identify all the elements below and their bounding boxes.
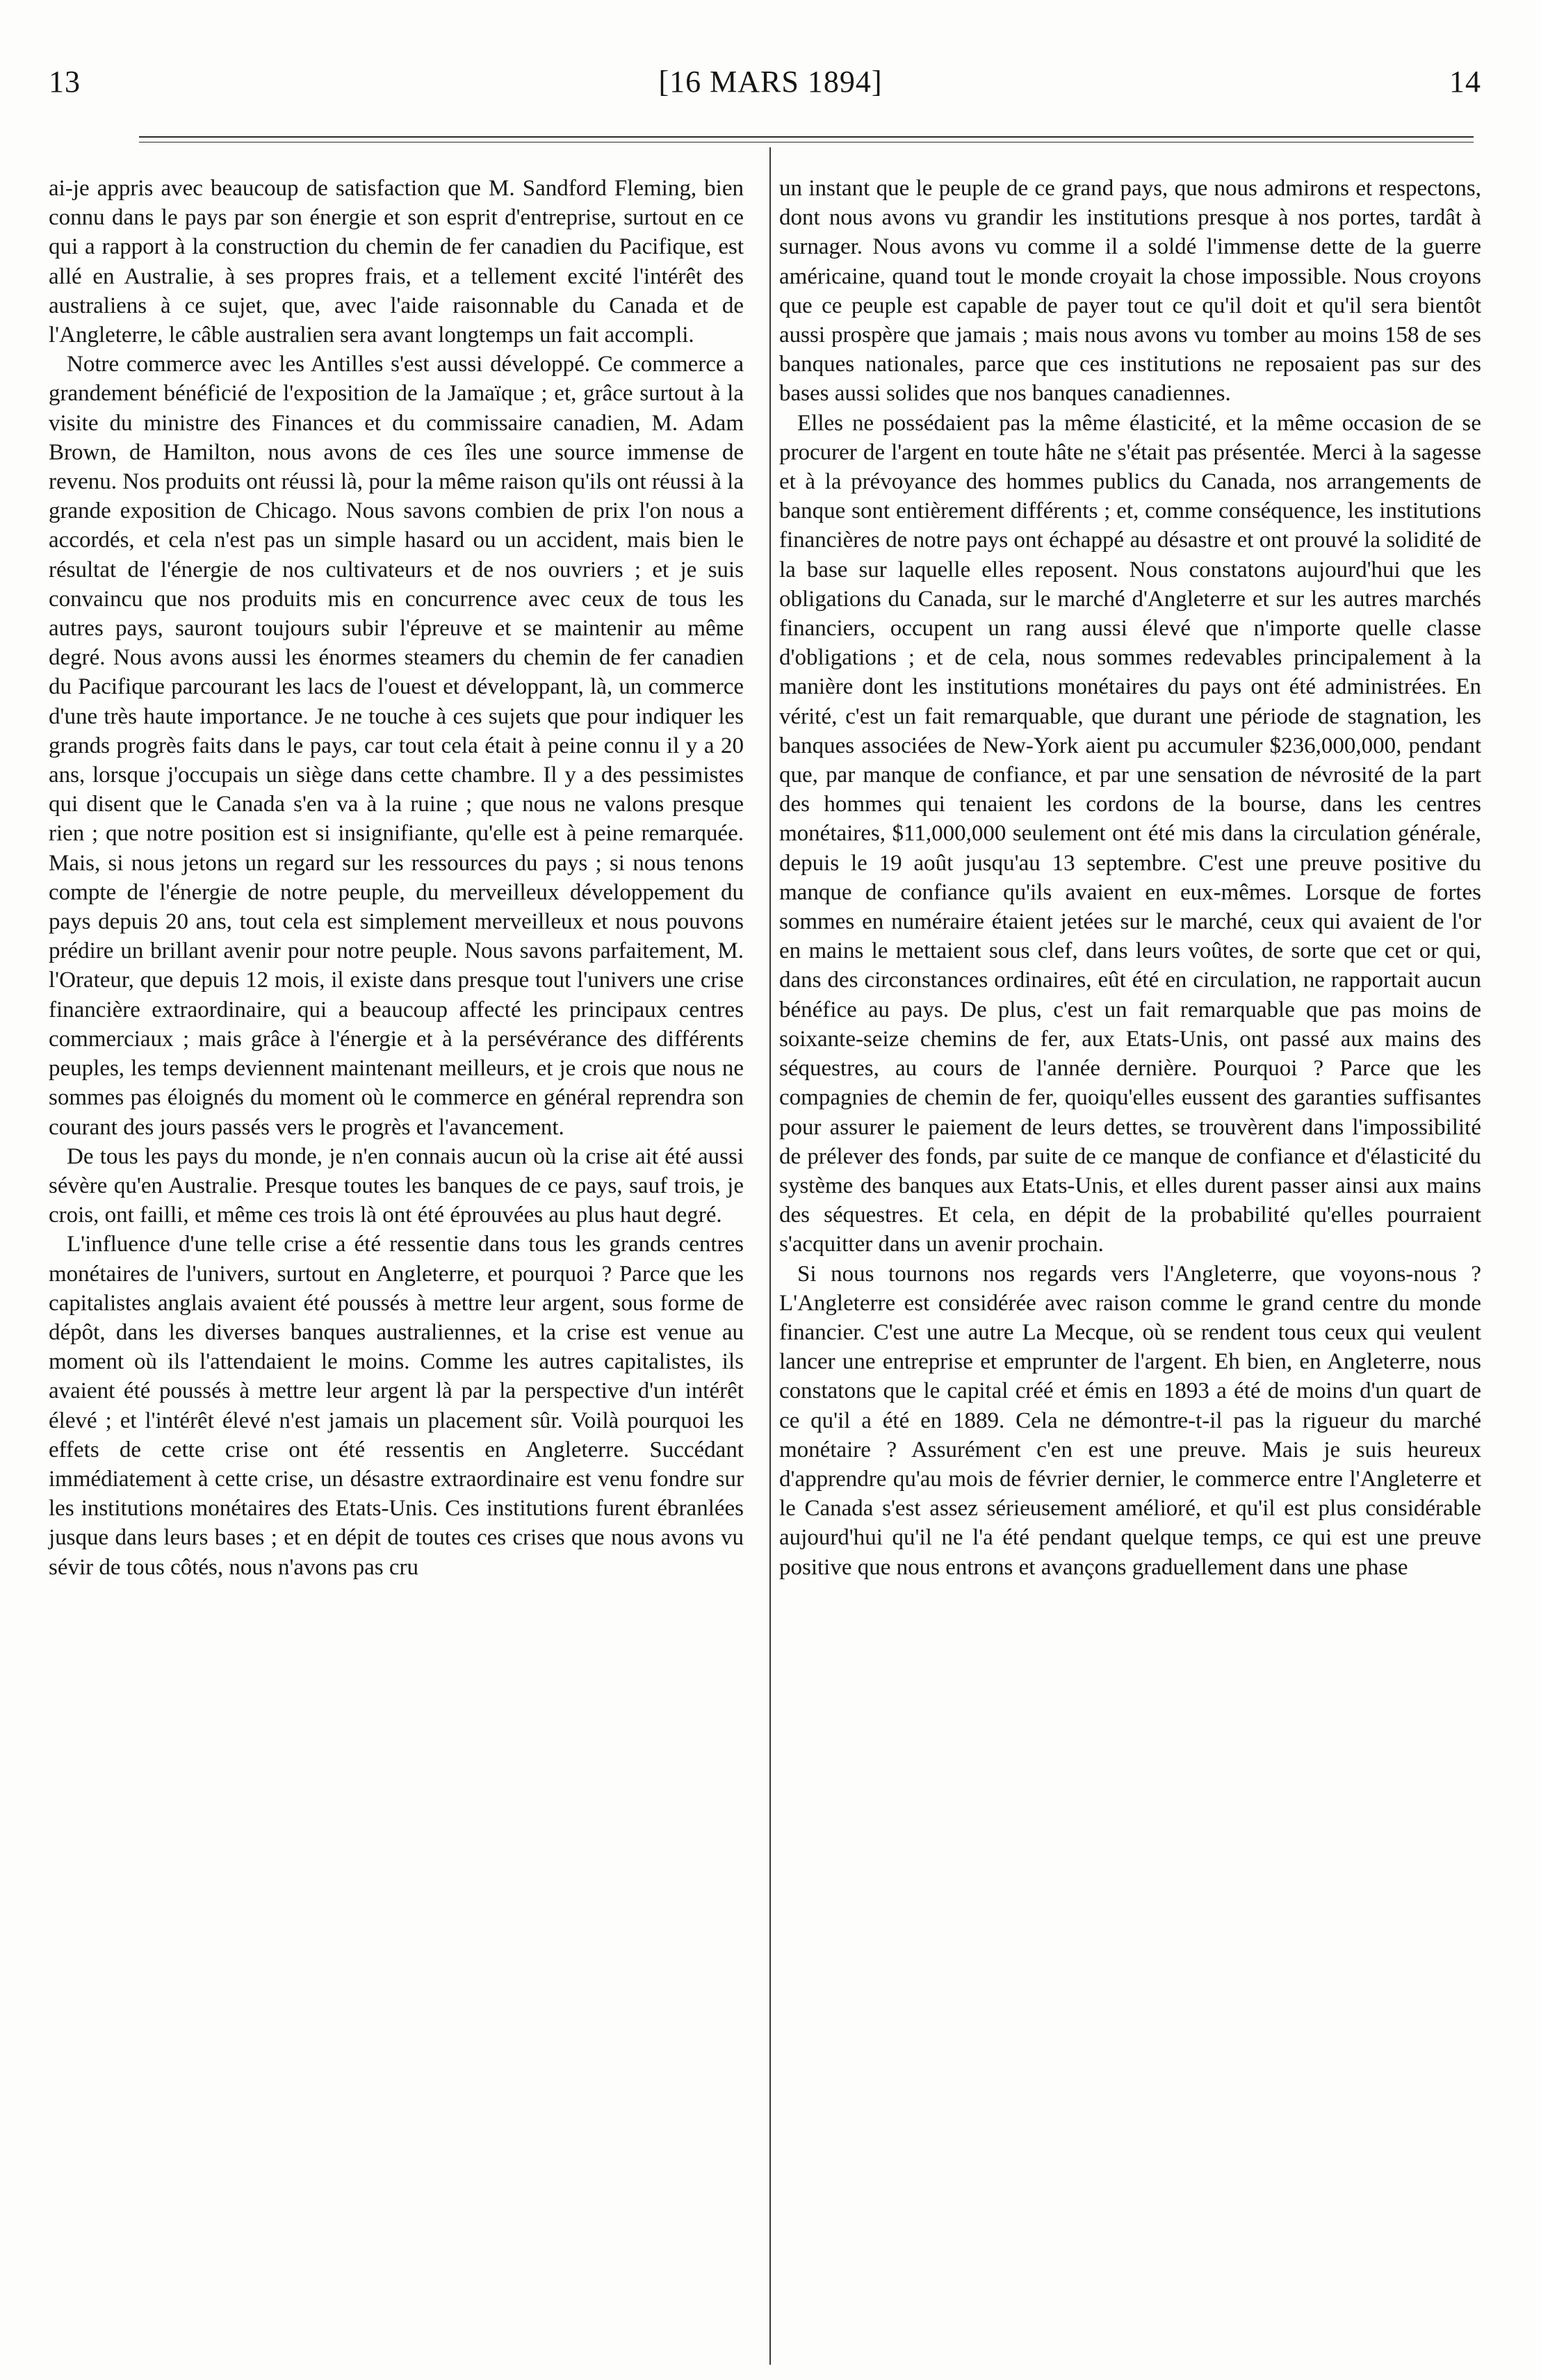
paragraph: ai-je appris avec beaucoup de satisfaction que M. Sandford Fleming, bien connu dans le pays par son énergie et son esprit d'entreprise, surtout en ce qui a rapport à la construction du chemin de fer canadien du Pacifique, est allé en Australie, à ses propres frais, et a tellement excité l'intérêt des australiens à ce sujet, que, avec l'aide raisonnable du Canada et de l'Angleterre, le câble australien sera avant longtemps un fait accompli. — [49, 176, 744, 348]
header-date: [16 MARS 1894] — [658, 65, 883, 99]
left-page-number: 13 — [49, 65, 81, 99]
header-rule-top — [139, 136, 1474, 138]
page-header — [0, 0, 1541, 139]
paragraph: un instant que le peuple de ce grand pays, que nous admirons et respectons, dont nous avons vu grandir les institutions presque à nos portes, tardât à surnager. Nous avons vu comme il a soldé l'immense dette de la guerre américaine, quand tout le monde croyait la chose impossible. Nous croyons que ce peuple est capable de payer tout ce qu'il doit et qu'il sera bientôt aussi prospère que jamais ; mais nous avons vu tomber au moins 158 de ses banques nationales, parce que ces institutions ne reposaient pas sur des bases aussi solides que nos banques canadiennes. — [779, 176, 1481, 407]
paragraph: Si nous tournons nos regards vers l'Angleterre, que voyons-nous ? L'Angleterre est considérée avec raison comme le grand centre du monde financier. C'est une autre La Mecque, où se rendent tous ceux qui veulent lancer une entreprise et emprunter de l'argent. Eh bien, en Angleterre, nous constatons que le capital créé et émis en 1893 a été de moins d'un quart de ce qu'il a été en 1889. Cela ne démontre-t-il pas la rigueur du marché monétaire ? Assurément c'en est une preuve. Mais je suis heureux d'apprendre qu'au mois de février dernier, le commerce entre l'Angleterre et le Canada s'est assez sérieusement amélioré, et qu'il est plus considérable aujourd'hui qu'il ne l'a été pendant quelque temps, ce qui est une preuve positive que nous entrons et avançons graduellement dans une phase — [779, 1261, 1481, 1580]
right-column — [779, 174, 1481, 1582]
paragraph: Elles ne possédaient pas la même élasticité, et la même occasion de se procurer de l'argent en toute hâte ne s'était pas présentée. Merci à la sagesse et à la prévoyance des hommes publics du Canada, nos arrangements de banque sont entièrement différents ; et, comme conséquence, les institutions financières de notre pays ont échappé au désastre et ont prouvé la solidité de la base sur laquelle elles reposent. Nous constatons aujourd'hui que les obligations du Canada, sur le marché d'Angleterre et sur les autres marchés financiers, occupent un rang aussi élevé que n'importe quelle classe d'obligations ; et de cela, nous sommes redevables principalement à la manière dont les institutions monétaires du pays ont été administrées. En vérité, c'est un fait remarquable, que durant une période de stagnation, les banques associées de New-York aient pu accumuler $236,000,000, pendant que, par manque de confiance, et par une sensation de névrosité de la part des hommes qui tenaient les cordons de la bourse, dans les centres monétaires, $11,000,000 seulement ont été mis dans la circulation générale, depuis le 19 août jusqu'au 13 septembre. C'est une preuve positive du manque de confiance qu'ils avaient en eux-mêmes. Lorsque de fortes sommes en numéraire étaient jetées sur le marché, ceux qui avaient de l'or en mains le mettaient sous clef, dans leurs voûtes, de sorte que cet or qui, dans des circonstances ordinaires, eût été en circulation, ne rapportait aucun bénéfice au pays. De plus, c'est un fait remarquable que pas moins de soixante-seize chemins de fer, aux Etats-Unis, ont passé aux mains des séquestres, au cours de l'année dernière. Pourquoi ? Parce que les compagnies de chemin de fer, quoiqu'elles eussent des garanties suffisantes pour assurer le paiement de leurs dettes, se trouvèrent dans l'impossibilité de prélever des fonds, par suite de ce manque de confiance et d'élasticité du système des banques aux Etats-Unis, et elles durent passer ainsi aux mains des séquestres. Et cela, en dépit de la probabilité qu'elles pourraient s'acquitter dans un avenir prochain. — [779, 410, 1481, 1257]
column-divider — [769, 147, 771, 2365]
paragraph: L'influence d'une telle crise a été ressentie dans tous les grands centres monétaires de l'univers, surtout en Angleterre, et pourquoi ? Parce que les capitalistes anglais avaient été poussés à mettre leur argent, sous forme de dépôt, dans les diverses banques australiennes, et la crise est venue au moment où ils l'attendaient le moins. Comme les autres capitalistes, ils avaient été poussés à mettre leur argent là par la perspective d'un intérêt élevé ; et l'intérêt élevé n'est jamais un placement sûr. Voilà pourquoi les effets de cette crise ont été ressentis en Angleterre. Succédant immédiatement à cette crise, un désastre extraordinaire est venu fondre sur les institutions monétaires des Etats-Unis. Ces institutions furent ébranlées jusque dans leurs bases ; et en dépit de toutes ces crises que nous avons vu sévir de tous côtés, nous n'avons pas cru — [49, 1232, 744, 1580]
left-column — [49, 174, 744, 1582]
paragraph: De tous les pays du monde, je n'en connais aucun où la crise ait été aussi sévère qu'en Australie. Presque toutes les banques de ce pays, sauf trois, je crois, ont failli, et même ces trois là ont été éprouvées au plus haut degré. — [49, 1143, 744, 1228]
paragraph: Notre commerce avec les Antilles s'est aussi développé. Ce commerce a grandement bénéficié de l'exposition de la Jamaïque ; et, grâce surtout à la visite du ministre des Finances et du commissaire canadien, M. Adam Brown, de Hamilton, nous avons de ces îles une source immense de revenu. Nos produits ont réussi là, pour la même raison qu'ils ont réussi à la grande exposition de Chicago. Nous savons combien de prix l'on nous a accordés, et cela n'est pas un simple hasard ou un accident, mais bien le résultat de l'énergie de nos cultivateurs et de nos ouvriers ; et je suis convaincu que nos produits mis en concurrence avec ceux de tous les autres pays, sauront toujours subir l'épreuve et se maintenir au même degré. Nous avons aussi les énormes steamers du chemin de fer canadien du Pacifique parcourant les lacs de l'ouest et développant, là, un commerce d'une très haute importance. Je ne touche à ces sujets que pour indiquer les grands progrès faits dans le pays, car tout cela était à peine connu il y a 20 ans, lorsque j'occupais un siège dans cette chambre. Il y a des pessimistes qui disent que le Canada s'en va à la ruine ; que nous ne valons presque rien ; que notre position est si insignifiante, qu'elle est à peine remarquée. Mais, si nous jetons un regard sur les ressources du pays ; si nous tenons compte de l'énergie de notre peuple, du merveilleux développement du pays depuis 20 ans, tout cela est simplement merveilleux et nous pouvons prédire un brillant avenir pour notre peuple. Nous savons parfaitement, M. l'Orateur, que depuis 12 mois, il existe dans presque tout l'univers une crise financière extraordinaire, qui a beaucoup affecté les principaux centres commerciaux ; mais grâce à l'énergie et à la persévérance des différents peuples, les temps deviennent maintenant meilleurs, et je crois que nous ne sommes pas éloignés du moment où le commerce en général reprendra son courant des jours passés vers le progrès et l'avancement. — [49, 352, 744, 1140]
right-page-number: 14 — [1449, 65, 1481, 99]
